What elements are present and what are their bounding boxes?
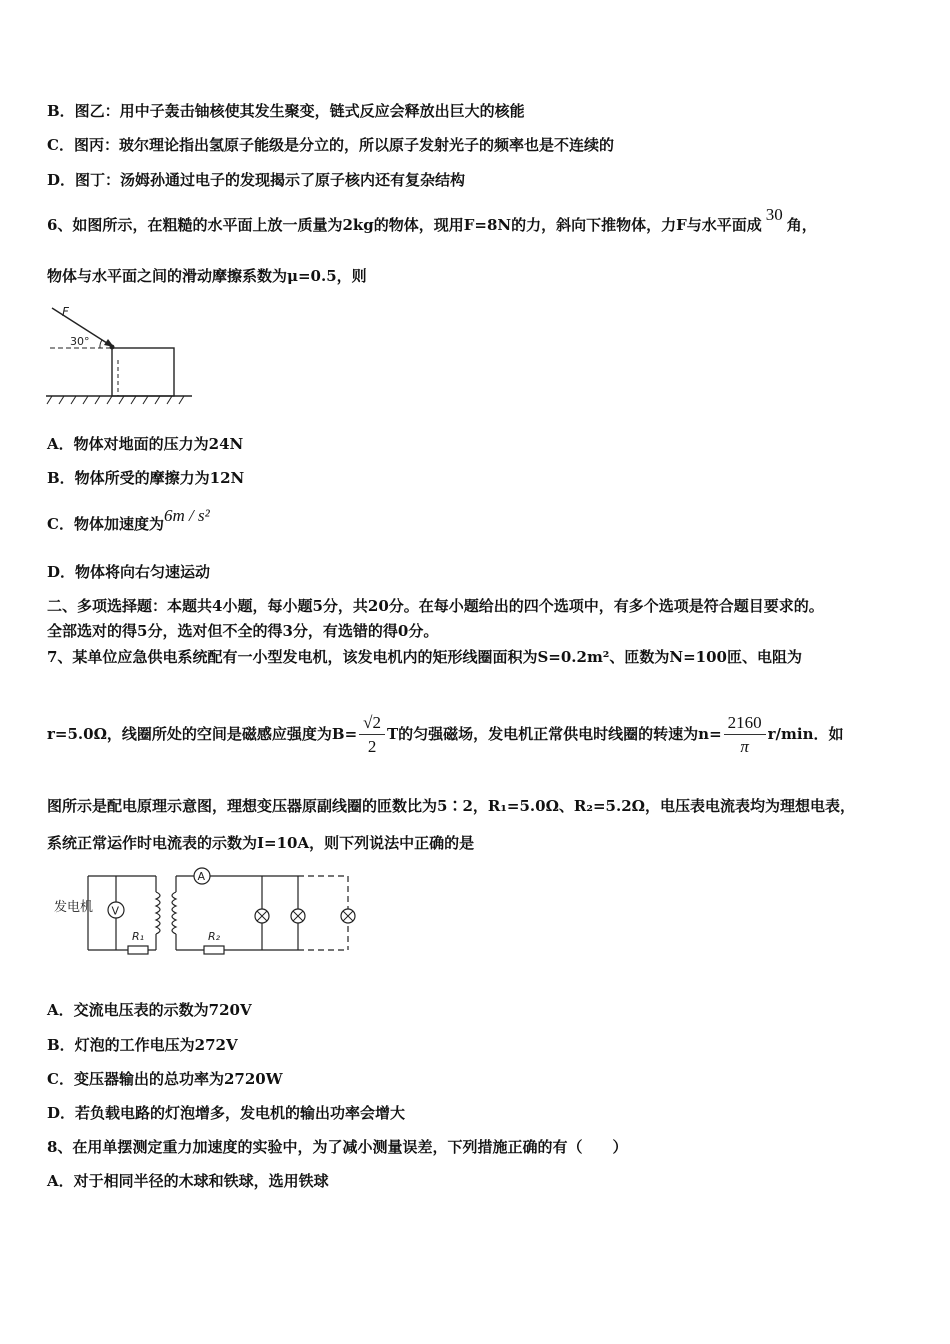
q7-line1: 7、某单位应急供电系统配有一小型发电机，该发电机内的矩形线圈面积为S=0.2m²、匝数为N=100匝、电阻为 (47, 648, 802, 666)
q7-b-numerator: √2 (359, 712, 385, 735)
voltmeter-label: V (111, 904, 120, 918)
resistor-r2 (204, 946, 224, 954)
q5-option-b: B．图乙：用中子轰击铀核使其发生聚变，链式反应会释放出巨大的核能 (47, 102, 525, 120)
q7-b-denominator: 2 (367, 736, 377, 756)
q7-b-fraction (359, 712, 385, 759)
q7-option-b: B．灯泡的工作电压为272V (47, 1036, 238, 1054)
angle-arc (100, 340, 102, 348)
section2-line2: 全部选对的得5分，选对但不全的得3分，有选错的得0分。 (47, 622, 439, 640)
section2-line1: 二、多项选择题：本题共4小题，每小题5分，共20分。在每小题给出的四个选项中，有多个选项是符合题目要求的。 (47, 597, 824, 615)
q5-option-c: C．图丙：玻尔理论指出氢原子能级是分立的，所以原子发射光子的频率也是不连续的 (47, 136, 614, 154)
generator-label: 发电机 (54, 900, 94, 915)
q6-figure (44, 302, 196, 408)
q7-n-numerator: 2160 (724, 712, 766, 735)
q7-n-denominator: π (740, 736, 749, 756)
block (112, 348, 174, 396)
primary-coil (156, 892, 160, 934)
force-label: F (62, 305, 69, 319)
q7-option-d: D．若负载电路的灯泡增多，发电机的输出功率会增大 (47, 1104, 406, 1122)
q7-line2-b: T的匀强磁场，发电机正常供电时线圈的转速为n= (387, 725, 722, 743)
q7-circuit-figure (52, 864, 362, 960)
ammeter-label: A (197, 870, 206, 883)
r1-label: R₁ (132, 930, 145, 943)
q6-option-c (47, 506, 910, 535)
q5-option-d: D．图丁：汤姆孙通过电子的发现揭示了原子核内还有复杂结构 (47, 171, 466, 189)
q7-option-a: A．交流电压表的示数为720V (47, 1001, 252, 1019)
q6-stem-part1: 6、如图所示，在粗糙的水平面上放一质量为2kg的物体，现用F=8N的力，斜向下推物体，力F与水平面成 (47, 216, 762, 234)
q6-angle: 30 (765, 205, 783, 224)
q6-stem-part2: 角， (786, 216, 817, 234)
q6-option-c-text: C．物体加速度为 (47, 515, 164, 533)
q6-option-a: A．物体对地面的压力为24N (47, 435, 244, 453)
q7-line4: 系统正常运作时电流表的示数为I=10A，则下列说法中正确的是 (47, 834, 475, 852)
angle-label: 30° (70, 335, 90, 348)
q6-option-c-math: 6m / s² (163, 506, 210, 525)
q7-line2-a: r=5.0Ω，线圈所处的空间是磁感应强度为B= (47, 725, 358, 743)
q6-option-d: D．物体将向右匀速运动 (47, 563, 211, 581)
q7-option-c: C．变压器输出的总功率为2720W (47, 1070, 283, 1088)
secondary-coil (172, 892, 176, 934)
q8-option-a: A．对于相同半径的木球和铁球，选用铁球 (47, 1172, 329, 1190)
q7-n-fraction (724, 712, 766, 759)
q7-line2 (47, 708, 910, 760)
q6-stem-line2: 物体与水平面之间的滑动摩擦系数为μ=0.5，则 (47, 267, 367, 285)
resistor-r1 (128, 946, 148, 954)
q8-stem: 8、在用单摆测定重力加速度的实验中，为了减小测量误差，下列措施正确的有（ ） (47, 1138, 628, 1156)
r2-label: R₂ (208, 930, 221, 943)
ground-hatch (47, 396, 184, 404)
q7-line2-c: r/min．如 (767, 725, 844, 743)
q6-stem-line1 (47, 205, 910, 236)
q7-line3: 图所示是配电原理示意图，理想变压器原副线圈的匝数比为5∶2，R₁=5.0Ω、R₂=5.2Ω，电压表电流表均为理想电表， (47, 797, 855, 815)
q6-option-b: B．物体所受的摩擦力为12N (47, 469, 245, 487)
